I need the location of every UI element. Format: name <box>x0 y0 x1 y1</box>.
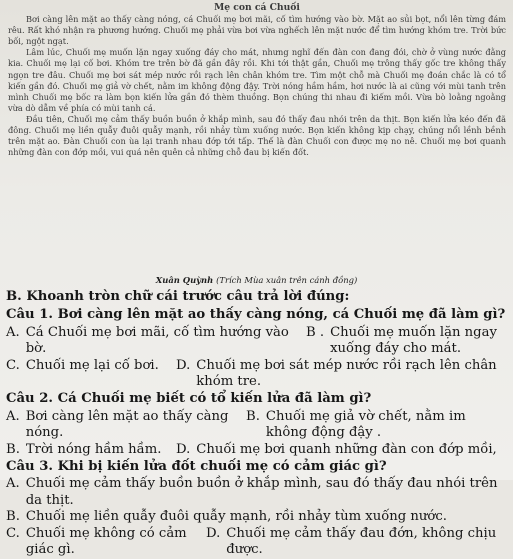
option-key: B. <box>246 408 260 424</box>
option-text: Bơi càng lên mặt ao thấy càng nóng. <box>25 408 229 441</box>
question-2-row-ab <box>6 409 506 442</box>
option-text: Trời nóng hầm hầm. <box>25 441 162 457</box>
story-source <box>0 275 513 285</box>
question-2-row-cd <box>6 442 506 458</box>
option-text: Chuối mẹ muốn lặn ngay xuống đáy cho mát. <box>330 324 497 357</box>
option-key: D. <box>206 525 221 541</box>
story-passage <box>8 2 506 158</box>
story-paragraph-3: Đầu tiên, Chuối mẹ cảm thấy buồn buồn ở khắp mình, sau đó thấy đau nhói trên da thịt. Bọn kiến lửa kéo đến đã đông. Chuối mẹ liền quẫy đuôi quẫy mạnh, rồi nhảy tùm xuống nước. Bọn kiến không kịp chạy, chúng nổi lềnh bềnh trên mặt ao. Đàn Chuối con ùa lại tranh nhau đớp tới tấp. Thế là đàn Chuối con được mẹ no nê. Chuối mẹ bơi quanh những đàn con đớp mồi, vui quá nên quên cả những chỗ đau bị kiến đốt. <box>8 113 506 158</box>
option-text: Chuối mẹ lại cố bơi. <box>25 357 159 373</box>
option-key: A. <box>6 408 20 424</box>
story-title: Mẹ con cá Chuối <box>214 2 300 13</box>
question-1: Câu 1. Bơi càng lên mặt ao thấy càng nóng, cá Chuối mẹ đã làm gì? <box>6 307 506 323</box>
question-1-row-cd <box>6 358 506 391</box>
option-key: A. <box>6 324 20 340</box>
option-key: D. <box>176 441 191 457</box>
question-2-option-c[interactable] <box>6 442 176 458</box>
option-key: A. <box>6 476 20 492</box>
question-3-option-c[interactable] <box>6 526 206 559</box>
question-2: Câu 2. Cá Chuối mẹ biết có tổ kiến lửa đã làm gì? <box>6 391 372 407</box>
question-3-option-d[interactable] <box>206 526 506 559</box>
question-section <box>6 287 506 559</box>
question-2-option-a[interactable] <box>6 409 246 442</box>
option-text: Chuối mẹ bơi sát mép nước rồi rạch lên chân khóm tre. <box>196 357 497 390</box>
option-text: Chuối mẹ không có cảm giác gì. <box>25 525 187 558</box>
option-text: Chuối mẹ bơi quanh những đàn con đớp mồi, <box>196 441 497 457</box>
question-3: Câu 3. Khi bị kiến lửa đốt chuối mẹ có cảm giác gì? <box>6 459 387 475</box>
question-2-option-b[interactable] <box>246 409 506 442</box>
question-3-option-a[interactable] <box>6 476 506 509</box>
option-text: Chuối mẹ giả vờ chết, nằm im không động đậy . <box>265 408 466 441</box>
question-1-option-a[interactable] <box>6 325 306 358</box>
option-key: C. <box>6 357 20 373</box>
source-work: (Trích Mùa xuân trên cánh đồng) <box>216 275 358 285</box>
question-2-option-d[interactable] <box>176 442 506 458</box>
option-key: D. <box>176 357 191 373</box>
question-1-option-b[interactable] <box>306 325 506 358</box>
option-key: B . <box>306 324 325 340</box>
question-3-option-b[interactable] <box>6 509 506 525</box>
source-author: Xuân Quỳnh <box>155 275 214 285</box>
option-text: Chuối mẹ cảm thấy đau đớn, không chịu được. <box>226 525 497 558</box>
story-paragraph-1: Bơi càng lên mặt ao thấy càng nóng, cá Chuối mẹ bơi mãi, cố tìm hướng vào bờ. Mặt ao sủi bọt, nổi lên từng đám rêu. Rất khó nhận ra phương hướng. Chuối mẹ phải vừa bơi vừa nghếch lên mặt nước để tìm hướng khóm tre. Trời bức bối, ngột ngạt. <box>8 14 506 47</box>
question-1-option-c[interactable] <box>6 358 176 374</box>
question-1-row-ab <box>6 325 506 358</box>
option-text: Cá Chuối mẹ bơi mãi, cố tìm hướng vào bờ. <box>25 324 289 357</box>
story-paragraph-2: Lâm lúc, Chuối mẹ muốn lặn ngay xuống đáy cho mát, nhưng nghĩ đến đàn con đang đói, chờ ở vùng nước đằng kia. Chuối mẹ lại cố bơi. Khóm tre trên bờ đã gần đây rồi. Khi tới thật gần, Chuối mẹ trông thấy gốc tre không thấy ngọn tre đâu. Chuối mẹ bơi sát mép nước rồi rạch lên chân khóm tre. Tìm một chỗ mà Chuối mẹ đoán chắc là có tổ kiến gần đó. Chuối mẹ giả vờ chết, nằm im không động đậy. Trời nóng hầm hầm, hơi nước là ai cũng với mùi tanh trên mình Chuối mẹ bốc ra làm bọn kiến lửa gần đó thèm thuồng. Bọn chúng thi nhau đi kiếm mồi. Vừa bò loằng ngoằng vừa dò dẫm về phía có mùi tanh cá. <box>8 47 506 113</box>
option-key: B. <box>6 509 20 525</box>
option-key: C. <box>6 525 20 541</box>
question-3-row-cd <box>6 526 506 559</box>
section-title: B. Khoanh tròn chữ cái trước câu trả lời đúng: <box>6 289 350 304</box>
question-1-option-d[interactable] <box>176 358 506 391</box>
option-text: Chuối mẹ cảm thấy buồn buồn ở khắp mình, sau đó thấy đau nhói trên da thịt. <box>25 476 498 508</box>
option-text: Chuối mẹ liền quẫy đuôi quẫy mạnh, rồi nhảy tùm xuống nước. <box>25 509 447 525</box>
option-key: B. <box>6 441 20 457</box>
